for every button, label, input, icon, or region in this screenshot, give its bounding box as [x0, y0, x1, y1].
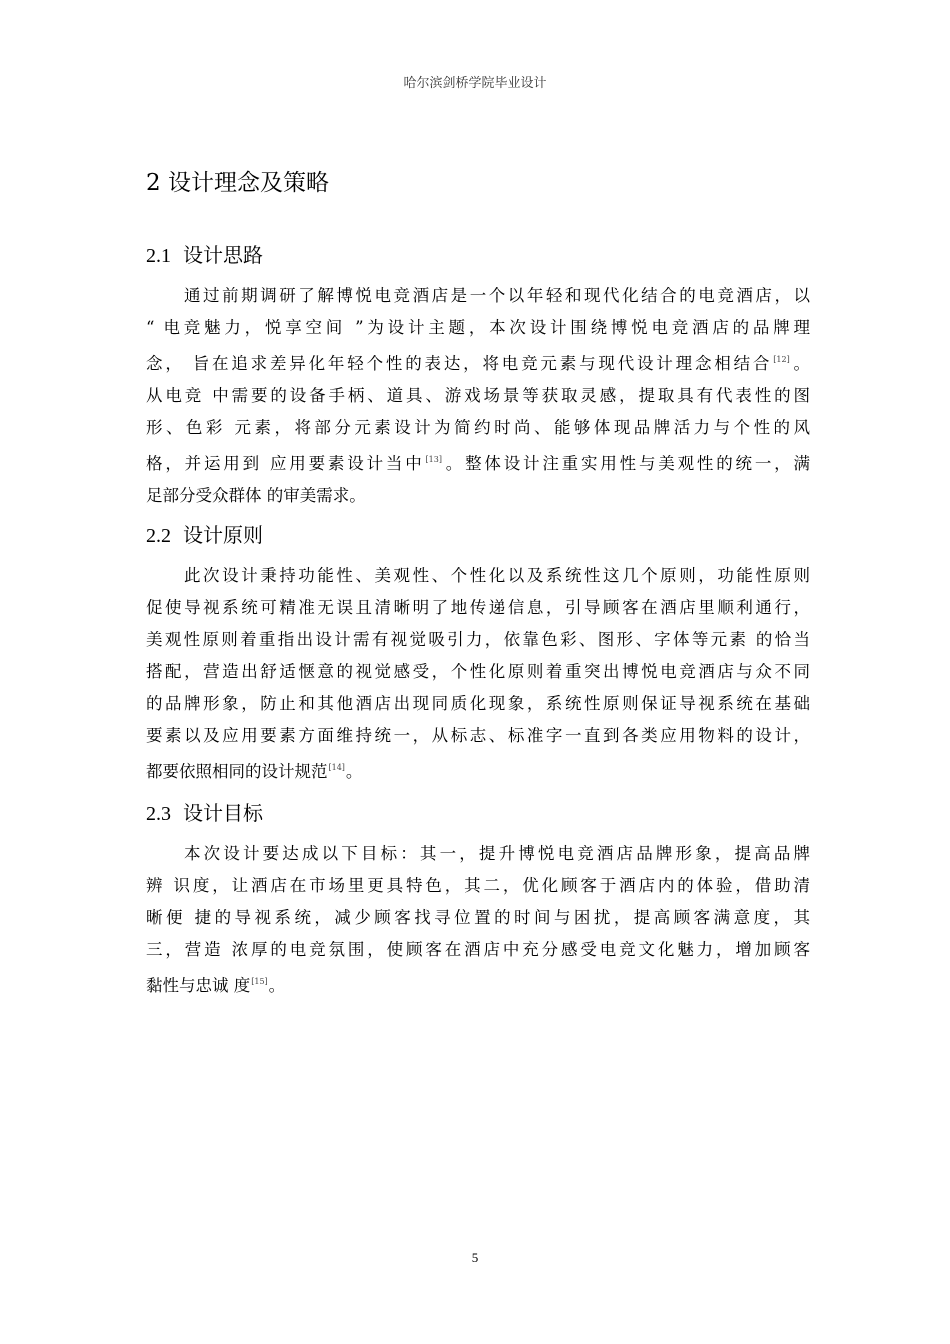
text-line: 的品牌形象，防止和其他酒店出现同质化现象，系统性原则保证导视系统在基础	[146, 694, 810, 713]
text-line: 三，营造 浓厚的电竞氛围，使顾客在酒店中充分感受电竞文化魅力，增加顾客	[146, 940, 810, 959]
text-segment: 黏性与忠诚 度	[146, 976, 251, 995]
section-heading-2-2	[146, 519, 263, 548]
section-title: 设计目标	[183, 801, 263, 825]
text-segment: 格，并运用到 应用要素设计当中	[146, 454, 425, 473]
section-number: 2.2	[146, 525, 171, 547]
citation-ref: [14]	[328, 763, 345, 772]
text-line: 形、色彩 元素，将部分元素设计为简约时尚、能够体现品牌活力与个性的风	[146, 418, 810, 437]
text-segment: 念， 旨在追求差异化年轻个性的表达，将电竞元素与现代设计理念相结合	[146, 354, 773, 373]
text-line: 从电竞 中需要的设备手柄、道具、游戏场景等获取灵感，提取具有代表性的图	[146, 386, 810, 405]
text-line	[146, 752, 810, 788]
paragraph-2-2	[146, 560, 810, 788]
text-line: “ 电竞魅力，悦享空间 ”为设计主题，本次设计围绕博悦电竞酒店的品牌理	[146, 318, 810, 337]
text-line: 促使导视系统可精准无误且清晰明了地传递信息，引导顾客在酒店里顺利通行，	[146, 598, 810, 617]
chapter-title: 2 设计理念及策略	[146, 170, 329, 196]
section-title: 设计思路	[183, 243, 263, 267]
text-segment: 。整体设计注重实用性与美观性的统一，满	[442, 454, 811, 473]
citation-ref: [12]	[773, 355, 790, 364]
paragraph-2-1	[146, 280, 810, 512]
text-segment: 。	[790, 354, 811, 373]
text-line	[146, 966, 810, 1002]
text-line: 足部分受众群体 的审美需求。	[146, 486, 366, 505]
text-line	[146, 444, 810, 480]
section-title: 设计原则	[183, 523, 263, 547]
running-header: 哈尔滨剑桥学院毕业设计	[403, 76, 547, 91]
text-line: 要素以及应用要素方面维持统一，从标志、标准字一直到各类应用物料的设计，	[146, 726, 810, 745]
text-segment: 。	[268, 976, 286, 995]
text-line	[146, 344, 810, 380]
text-segment: 都要依照相同的设计规范	[146, 762, 328, 781]
page-number: 5	[471, 1250, 479, 1265]
text-segment: 。	[345, 762, 363, 781]
text-line: 晰便 捷的导视系统，减少顾客找寻位置的时间与困扰，提高顾客满意度，其	[146, 908, 810, 927]
text-line: 此次设计秉持功能性、美观性、个性化以及系统性这几个原则，功能性原则	[184, 566, 810, 585]
text-line: 通过前期调研了解博悦电竞酒店是一个以年轻和现代化结合的电竞酒店，以	[184, 286, 810, 305]
citation-ref: [15]	[251, 977, 268, 986]
section-heading-2-1	[146, 239, 263, 268]
section-number: 2.3	[146, 803, 171, 825]
citation-ref: [13]	[425, 455, 442, 464]
text-line: 美观性原则着重指出设计需有视觉吸引力，依靠色彩、图形、字体等元素 的恰当	[146, 630, 810, 649]
section-heading-2-3	[146, 797, 263, 826]
section-number: 2.1	[146, 245, 171, 267]
paragraph-2-3	[146, 838, 810, 1002]
text-line: 辨 识度，让酒店在市场里更具特色，其二，优化顾客于酒店内的体验，借助清	[146, 876, 810, 895]
text-line: 搭配，营造出舒适惬意的视觉感受，个性化原则着重突出博悦电竞酒店与众不同	[146, 662, 810, 681]
text-line: 本次设计要达成以下目标：其一，提升博悦电竞酒店品牌形象，提高品牌	[184, 844, 810, 863]
